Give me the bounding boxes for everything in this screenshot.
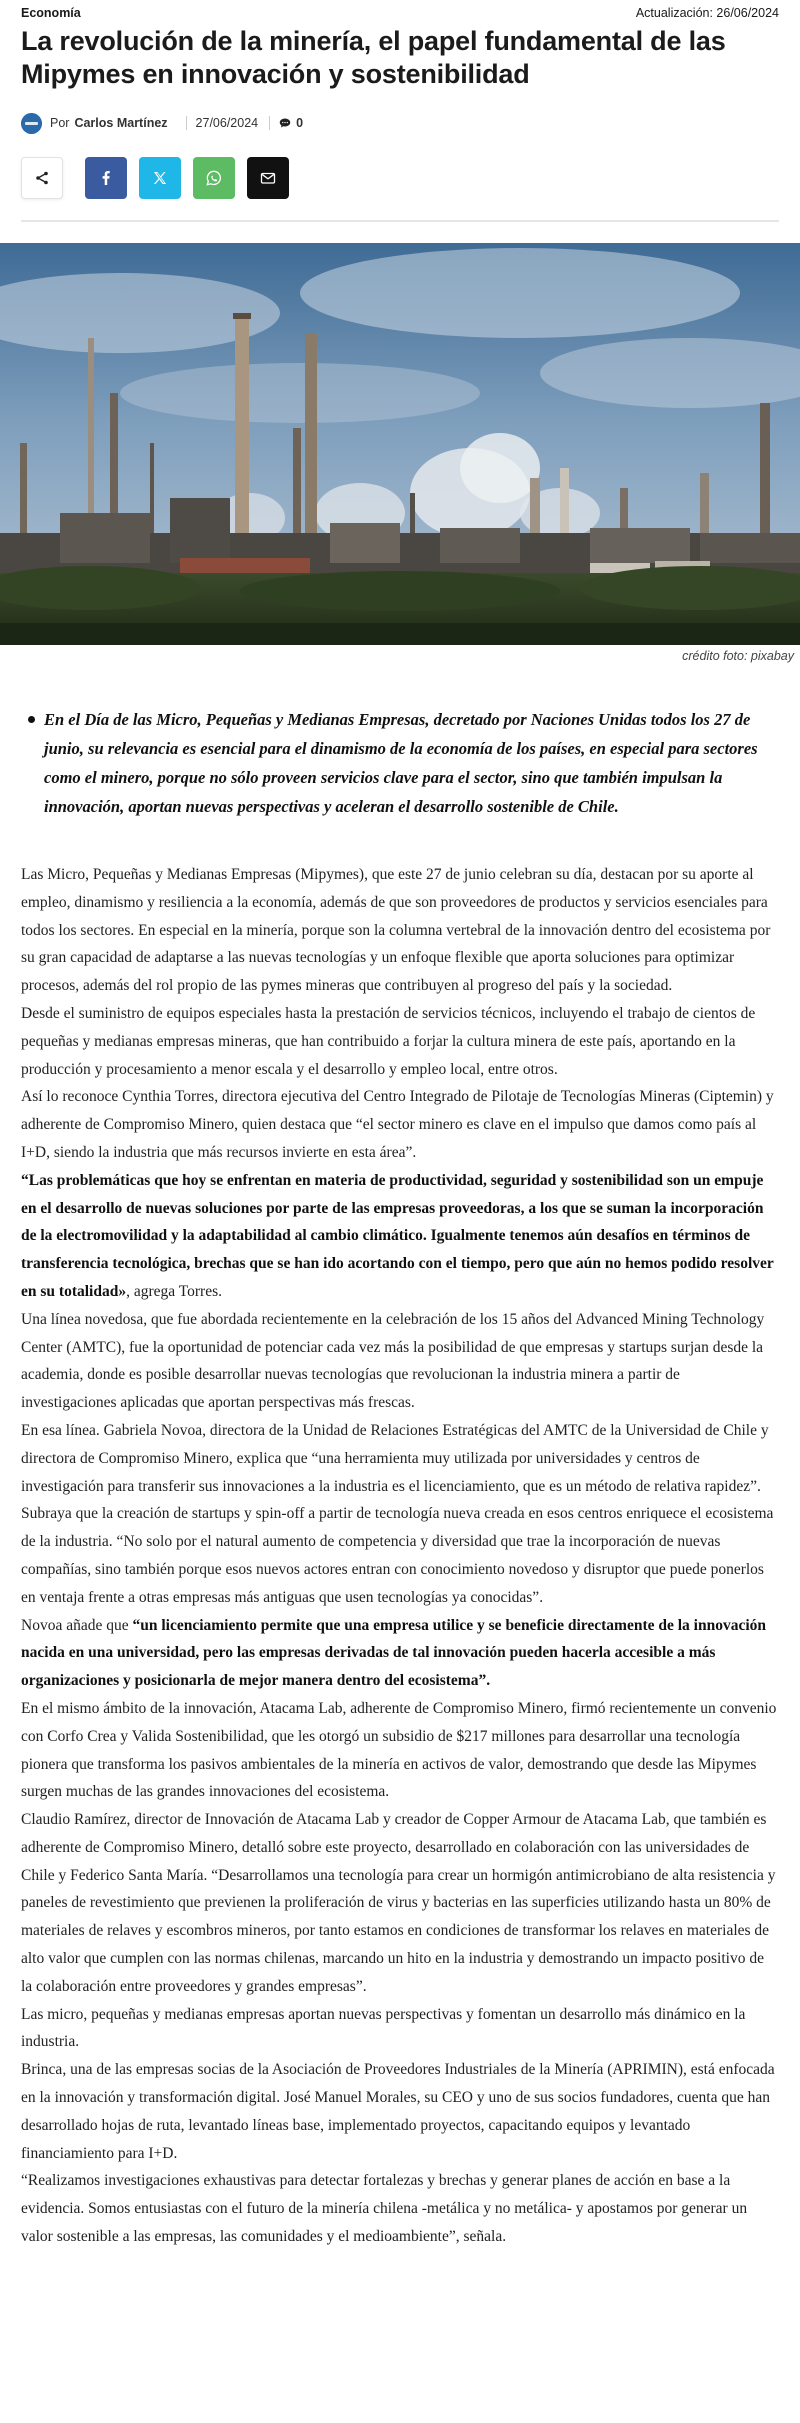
comments-link[interactable] (279, 116, 303, 130)
envelope-icon (260, 170, 276, 186)
body-paragraph: En el mismo ámbito de la innovación, Atacama Lab, adherente de Compromiso Minero, firmó recientemente un convenio con Corfo Crea y Valida Sostenibilidad, que les otorgó un subsidio de $217 millones para desarrollar una tecnología pionera que transforma los pasivos ambientales de la minería en activos de valor, demostrando que desde las Mipymes surgen muchas de las grandes innovaciones del ecosistema. (21, 1699, 777, 1801)
share-bar (0, 137, 800, 200)
whatsapp-icon (206, 170, 222, 186)
lead-item: En el Día de las Micro, Pequeñas y Medianas Empresas, decretado por Naciones Unidas todos los 27 de junio, su relevancia es esencial para el dinamismo de la economía de los países, en especial para sectores como el minero, porque no sólo proveen servicios clave para el sector, sino que también impulsan la innovación, aportan nuevas perspectivas y aceleran el desarrollo sostenible de Chile. (21, 705, 779, 821)
share-button[interactable] (21, 157, 63, 199)
image-credit: crédito foto: pixabay (682, 649, 794, 663)
avatar-logo-icon (21, 113, 42, 134)
whatsapp-share-button[interactable] (193, 157, 235, 199)
author-avatar[interactable] (21, 113, 42, 134)
comment-icon (279, 117, 291, 129)
facebook-share-button[interactable] (85, 157, 127, 199)
hero-image (0, 243, 800, 645)
body-paragraph: Las Micro, Pequeñas y Medianas Empresas (Mipymes), que este 27 de junio celebran su día, destacan por su aporte al empleo, dinamismo y resiliencia a la economía, además de que son proveedores de productos y servicios esenciales para todos los sectores. En especial en la minería, porque son la columna vertebral de la innovación dentro del ecosistema por su gran capacidad de adaptarse a las nuevas tecnologías y un enfoque flexible que aporta soluciones para optimizar procesos, además del rol propio de las pymes mineras que contribuyen al progreso del país y la sociedad. (21, 866, 771, 995)
category-link[interactable]: Economía (21, 6, 81, 20)
body-paragraph: Una línea novedosa, que fue abordada recientemente en la celebración de los 15 años del Advanced Mining Technology Center (AMTC), fue la oportunidad de potenciar cada vez más la posibilidad de que empresas y startups surjan desde la academia, donde es posible desarrollar nuevas tecnologías que revolucionan la industria minera a partir de investigaciones aplicadas que aportan perspectivas más frescas. (21, 1310, 765, 1412)
quote-bold: “un licenciamiento permite que una empresa utilice y se beneficie directamente de la innovación nacida en una universidad, pero las empresas derivadas de tal innovación pueden hacerla accesible a más organizaciones y posicionarla de mejor manera dentro del ecosistema”. (21, 1616, 767, 1690)
body-paragraph (21, 1612, 779, 1695)
article-meta (0, 91, 800, 137)
byline-prefix: Por (50, 116, 70, 130)
publish-date: 27/06/2024 (195, 116, 259, 130)
quote-intro: Novoa añade que (21, 1616, 133, 1634)
email-share-button[interactable] (247, 157, 289, 199)
article-lead (0, 667, 800, 821)
body-paragraph: Desde el suministro de equipos especiales hasta la prestación de servicios técnicos, incluyendo el trabajo de cientos de pequeñas y medianas empresas mineras, que han contribuido a forjar la cultura minera de este país, aportando en la producción y procesamiento a menor escala y el desarrollo y empleo local, entre otros. (21, 1004, 756, 1078)
facebook-icon (98, 170, 114, 186)
x-share-button[interactable] (139, 157, 181, 199)
share-icon (34, 170, 50, 186)
top-bar (0, 0, 800, 22)
quote-attribution: , agrega Torres. (126, 1282, 222, 1300)
lead-list (21, 705, 779, 821)
author-link[interactable]: Carlos Martínez (74, 116, 168, 130)
header-divider (21, 220, 779, 222)
body-paragraph: En esa línea. Gabriela Novoa, directora de la Unidad de Relaciones Estratégicas del AMTC de la Universidad de Chile y directora de Compromiso Minero, explica que “una herramienta muy utilizada por universidades y centros de investigación para transferir sus innovaciones a la industria es el licenciamiento, que es un método de relativa rapidez”. (21, 1421, 769, 1495)
body-paragraph: Subraya que la creación de startups y spin-off a partir de tecnología nueva creada en esos centros enriquece el ecosistema de la industria. “No solo por el natural aumento de competencia y diversidad que trae la incorporación de nuevas compañías, sino también porque esos nuevos actores entran con conocimiento novedoso y disruptor que puede ponerlos en ventaja frente a otras empresas más antiguas que usen tecnologías ya conocidas”. (21, 1505, 774, 1606)
article-body (0, 821, 800, 2251)
body-paragraph: Claudio Ramírez, director de Innovación de Atacama Lab y creador de Copper Armour de Atacama Lab, que también es adherente de Compromiso Minero, detalló sobre este proyecto, desarrollado en colaboración con las universidades de Chile y Federico Santa María. “Desarrollamos una tecnología para crear un hormigón antimicrobiano de alta resistencia y paneles de revestimiento que previenen la proliferación de virus y bacterias en las superficies utilizando hasta un 80% de materiales de relaves y escombros mineros, por tanto estamos en condiciones de transformar los relaves en materiales de alto valor que cumplen con las normas chilenas, marcando un hito en la industria y demostrando un impacto positivo de la colaboración entre proveedores y grandes empresas”. (21, 1811, 776, 1995)
refinery-photo (0, 243, 800, 645)
article-title: La revolución de la minería, el papel fundamental de las Mipymes en innovación y sostenibilidad (21, 26, 726, 89)
meta-divider (269, 116, 270, 130)
body-paragraph: Así lo reconoce Cynthia Torres, directora ejecutiva del Centro Integrado de Pilotaje de Tecnologías Mineras (Ciptemin) y adherente de Compromiso Minero, quien destaca que “el sector minero es clave en el impulso que damos como país al I+D, siendo la industria que más recursos invierte en esta área”. (21, 1088, 774, 1161)
body-paragraph (21, 1167, 779, 1306)
quote-bold: “Las problemáticas que hoy se enfrentan en materia de productividad, seguridad y sostenibilidad son un empuje en el desarrollo de nuevas soluciones por parte de las empresas proveedoras, a los que se suman la incorporación de la electromovilidad y la adaptabilidad al cambio climático. Igualmente tenemos aún desafíos en términos de transferencia tecnológica, brechas que se han ido acortando con el tiempo, pero que aún no hemos podido resolver en su totalidad» (21, 1171, 774, 1300)
body-paragraph: Brinca, una de las empresas socias de la Asociación de Proveedores Industriales de la Minería (APRIMIN), está enfocada en la innovación y transformación digital. José Manuel Morales, su CEO y uno de sus socios fundadores, cuenta que han desarrollado hojas de ruta, levantado líneas base, implementado proyectos, capacitando equipos y levantado financiamiento para I+D. (21, 2061, 775, 2162)
comment-count: 0 (296, 116, 304, 130)
body-paragraph: “Realizamos investigaciones exhaustivas para detectar fortalezas y brechas y generar planes de acción en base a la evidencia. Somos entusiastas con el futuro de la minería chilena -metálica y no metálica- y apostamos por generar un valor sostenible a las empresas, las comunidades y el medioambiente”, señala. (21, 2172, 748, 2246)
body-paragraph: Las micro, pequeñas y medianas empresas aportan nuevas perspectivas y fomentan un desarrollo más dinámico en la industria. (21, 2005, 746, 2051)
updated-date: Actualización: 26/06/2024 (635, 6, 779, 20)
meta-divider (186, 116, 187, 130)
x-icon (152, 170, 168, 186)
